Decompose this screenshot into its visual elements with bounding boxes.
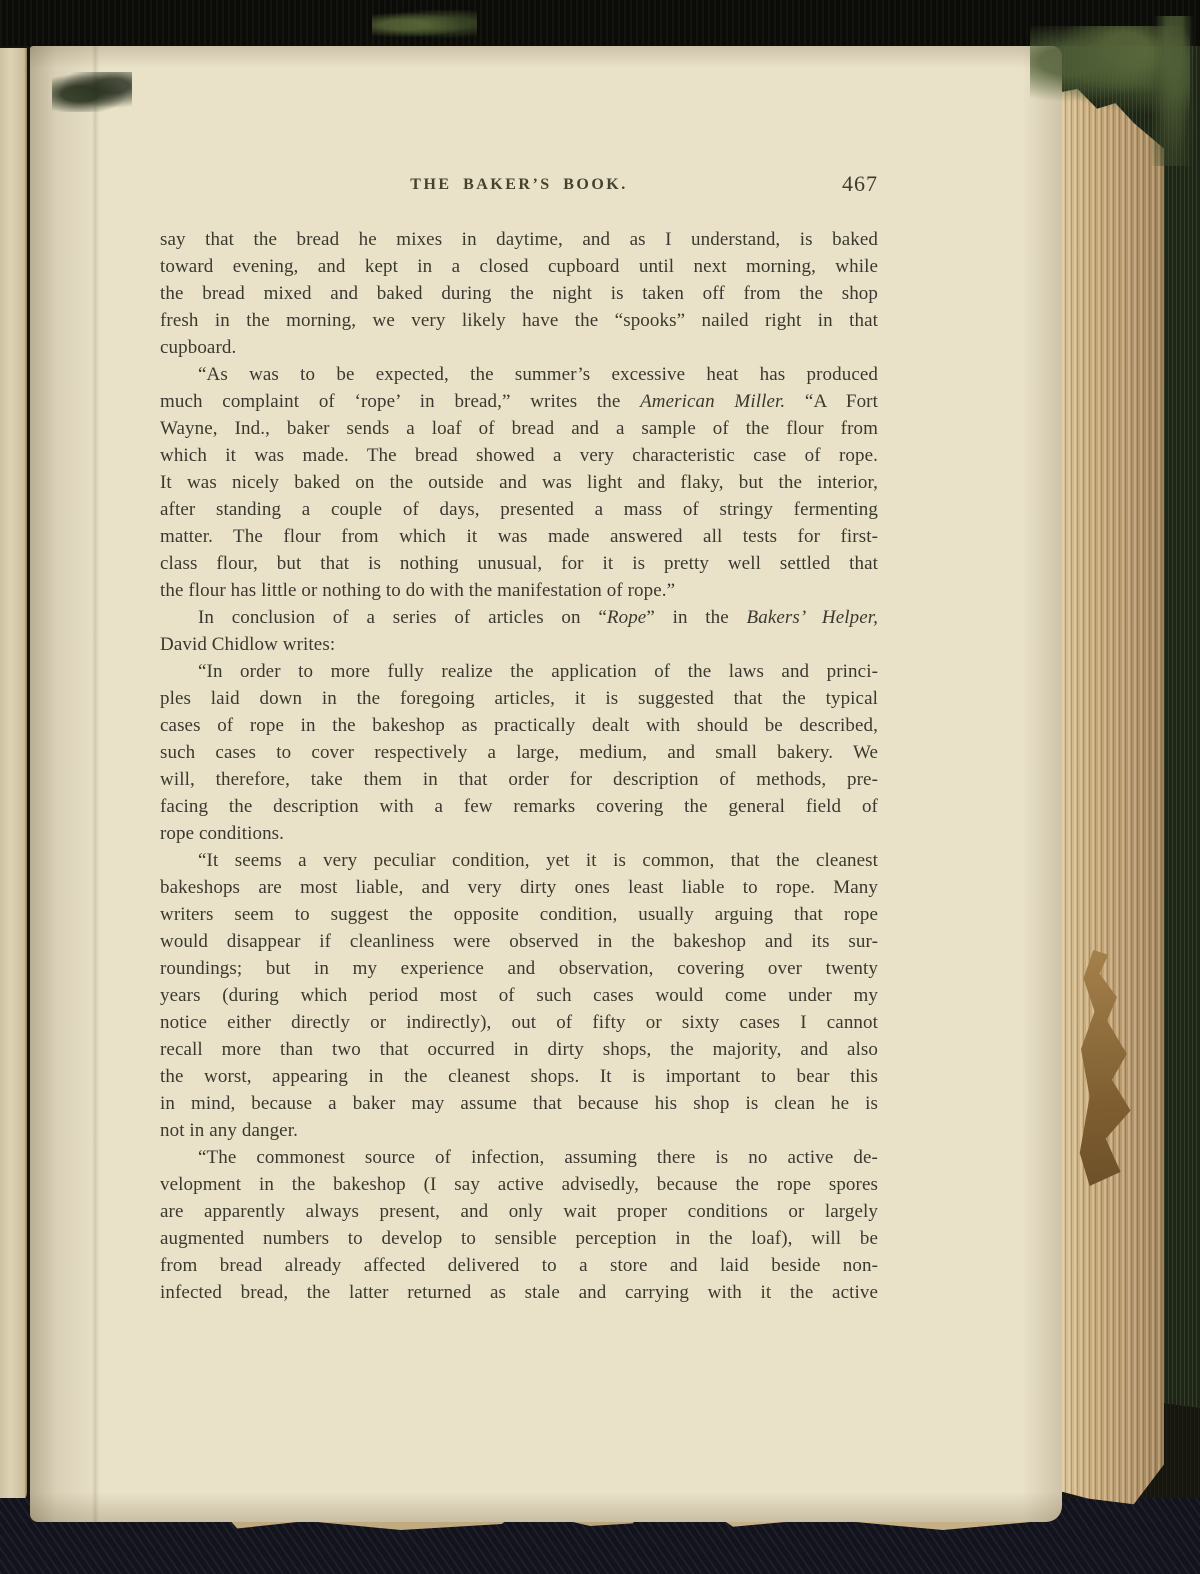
text-line: [160, 766, 878, 793]
plain-text: bakeshops are most liable, and very dirty ones least liable to rope. Many: [160, 877, 878, 898]
plain-text: David Chidlow writes:: [160, 634, 336, 655]
paragraph: [160, 226, 878, 361]
plain-text: the worst, appearing in the cleanest shops. It is important to bear this: [160, 1066, 878, 1087]
text-line: [160, 793, 878, 820]
plain-text: In conclusion of a series of articles on “: [198, 607, 607, 628]
text-line: [160, 604, 878, 631]
plain-text: “It seems a very peculiar condition, yet it is common, that the cleanest: [198, 850, 878, 871]
page-header: [160, 171, 878, 202]
plain-text: matter. The flour from which it was made answered all tests for first-: [160, 526, 878, 547]
plain-text: ples laid down in the foregoing articles, it is suggested that the typical: [160, 688, 878, 709]
text-line: [160, 1063, 878, 1090]
plain-text: are apparently always present, and only wait proper conditions or largely: [160, 1201, 878, 1222]
plain-text: will, therefore, take them in that order for description of methods, pre-: [160, 769, 878, 790]
text-line: [160, 361, 878, 388]
plain-text: not in any danger.: [160, 1120, 298, 1141]
plain-text: rope conditions.: [160, 823, 285, 844]
text-line: [160, 712, 878, 739]
text-line: [160, 820, 878, 847]
text-block: [160, 171, 878, 1306]
left-page-edge: [0, 48, 27, 1504]
plain-text: ” in the: [646, 607, 747, 628]
paragraph: [160, 361, 878, 604]
plain-text: would disappear if cleanliness were observed in the bakeshop and its sur-: [160, 931, 878, 952]
text-line: [160, 847, 878, 874]
body-text: [160, 226, 878, 1306]
plain-text: facing the description with a few remarks covering the general field of: [160, 796, 878, 817]
paragraph: [160, 604, 878, 658]
plain-text: writers seem to suggest the opposite condition, usually arguing that rope: [160, 904, 878, 925]
text-line: [160, 577, 878, 604]
text-line: [160, 1279, 878, 1306]
plain-text: much complaint of ‘rope’ in bread,” writes the: [160, 391, 641, 412]
plain-text: augmented numbers to develop to sensible perception in the loaf), will be: [160, 1228, 878, 1249]
page-number: 467: [842, 171, 878, 196]
plain-text: say that the bread he mixes in daytime, and as I understand, is baked: [160, 229, 878, 250]
paragraph: [160, 847, 878, 1144]
plain-text: “In order to more fully realize the application of the laws and princi-: [198, 661, 878, 682]
italic-text: American Miller.: [640, 391, 786, 412]
plain-text: recall more than two that occurred in dirty shops, the majority, and also: [160, 1039, 878, 1060]
text-line: [160, 1117, 878, 1144]
text-line: [160, 982, 878, 1009]
plain-text: cases of rope in the bakeshop as practically dealt with should be described,: [160, 715, 878, 736]
text-line: [160, 388, 878, 415]
plain-text: the bread mixed and baked during the night is taken off from the shop: [160, 283, 878, 304]
text-line: [160, 280, 878, 307]
text-line: [160, 469, 878, 496]
text-line: [160, 1036, 878, 1063]
text-line: [160, 658, 878, 685]
text-line: [160, 901, 878, 928]
cover-debris-fleck: [372, 10, 477, 40]
text-line: [160, 955, 878, 982]
book-cover-top: [0, 0, 1200, 46]
text-line: [160, 334, 878, 361]
text-line: [160, 631, 878, 658]
plain-text: years (during which period most of such cases would come under my: [160, 985, 878, 1006]
text-line: [160, 1009, 878, 1036]
plain-text: velopment in the bakeshop (I say active advisedly, because the rope spores: [160, 1174, 878, 1195]
page-edge-stack: [1056, 86, 1164, 1510]
text-line: [160, 442, 878, 469]
plain-text: “The commonest source of infection, assuming there is no active de-: [198, 1147, 878, 1168]
text-line: [160, 496, 878, 523]
text-line: [160, 1090, 878, 1117]
italic-text: Rope: [606, 607, 647, 628]
paragraph: [160, 658, 878, 847]
cover-debris-fleck: [1152, 16, 1196, 166]
text-line: [160, 739, 878, 766]
text-line: [160, 874, 878, 901]
plain-text: infected bread, the latter returned as stale and carrying with it the active: [160, 1282, 878, 1303]
plain-text: cupboard.: [160, 337, 237, 358]
plain-text: such cases to cover respectively a large, medium, and small bakery. We: [160, 742, 878, 763]
text-line: [160, 226, 878, 253]
text-line: [160, 1225, 878, 1252]
text-line: [160, 1198, 878, 1225]
plain-text: which it was made. The bread showed a very characteristic case of rope.: [160, 445, 878, 466]
book-page: [30, 46, 1062, 1522]
text-line: [160, 550, 878, 577]
paragraph: [160, 1144, 878, 1306]
text-line: [160, 307, 878, 334]
plain-text: “A Fort: [785, 391, 878, 412]
plain-text: from bread already affected delivered to a store and laid beside non-: [160, 1255, 878, 1276]
text-line: [160, 685, 878, 712]
italic-text: Bakers’ Helper,: [746, 607, 878, 628]
plain-text: roundings; but in my experience and observation, covering over twenty: [160, 958, 878, 979]
plain-text: notice either directly or indirectly), out of fifty or sixty cases I cannot: [160, 1012, 878, 1033]
plain-text: after standing a couple of days, presented a mass of stringy fermenting: [160, 499, 878, 520]
text-line: [160, 523, 878, 550]
cover-debris-fleck: [52, 72, 132, 112]
text-line: [160, 253, 878, 280]
plain-text: in mind, because a baker may assume that because his shop is clean he is: [160, 1093, 878, 1114]
text-line: [160, 1171, 878, 1198]
plain-text: Wayne, Ind., baker sends a loaf of bread and a sample of the flour from: [160, 418, 878, 439]
text-line: [160, 415, 878, 442]
plain-text: toward evening, and kept in a closed cupboard until next morning, while: [160, 256, 878, 277]
plain-text: the flour has little or nothing to do with the manifestation of rope.”: [160, 580, 676, 601]
plain-text: class flour, but that is nothing unusual, for it is pretty well settled that: [160, 553, 878, 574]
text-line: [160, 1252, 878, 1279]
plain-text: It was nicely baked on the outside and was light and flaky, but the interior,: [160, 472, 878, 493]
running-title: THE BAKER’S BOOK.: [410, 176, 628, 193]
text-line: [160, 1144, 878, 1171]
plain-text: “As was to be expected, the summer’s excessive heat has produced: [198, 364, 878, 385]
text-line: [160, 928, 878, 955]
plain-text: fresh in the morning, we very likely have the “spooks” nailed right in that: [160, 310, 878, 331]
